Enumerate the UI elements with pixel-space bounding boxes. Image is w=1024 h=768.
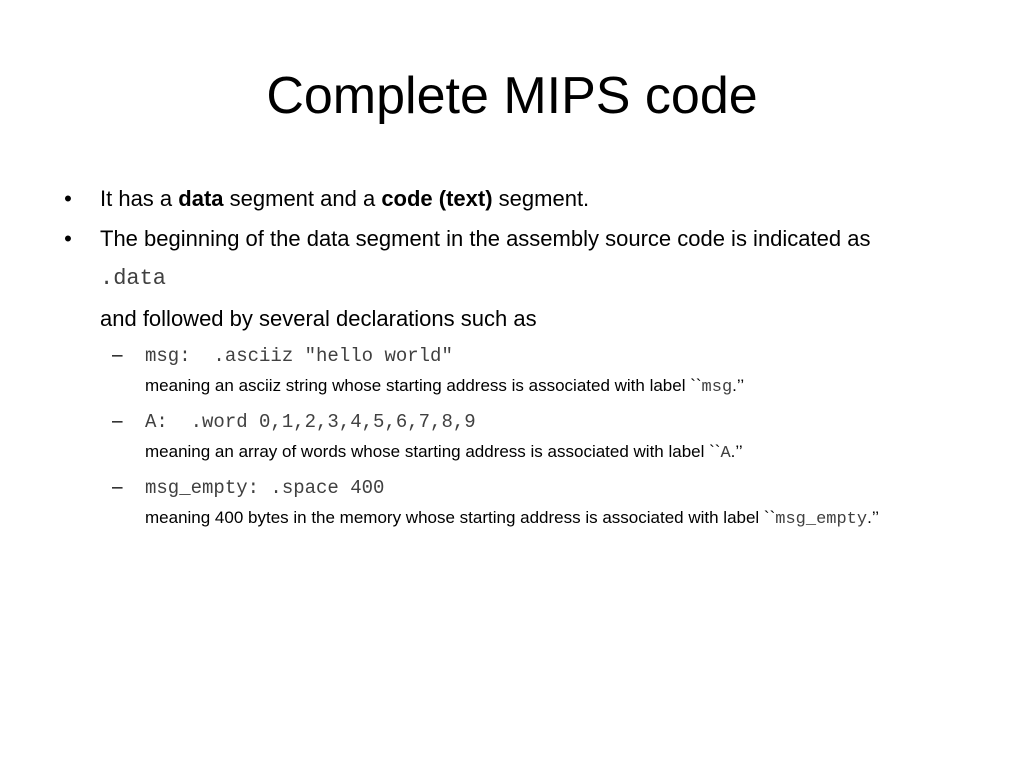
- bullet-item: [58, 222, 958, 256]
- desc-text: meaning an array of words whose starting address is associated with label ``: [145, 442, 721, 461]
- desc-text: .’’: [730, 442, 743, 461]
- dash-marker: –: [112, 477, 123, 498]
- desc-text: .’’: [867, 508, 880, 527]
- bullet-marker: •: [64, 186, 72, 211]
- desc-text: .’’: [732, 376, 745, 395]
- desc-code: msg_empty: [775, 510, 868, 529]
- bullet-text: The beginning of the data segment in the assembly source code is indicated as: [100, 226, 871, 251]
- bold-term-code: code (text): [381, 186, 493, 211]
- data-directive: .data: [100, 266, 167, 291]
- desc-code: msg: [701, 378, 733, 397]
- bullet-marker: •: [64, 226, 72, 251]
- bullet-text-part: segment.: [492, 186, 590, 211]
- bold-term-data: data: [178, 186, 224, 211]
- slide-body: [58, 182, 958, 540]
- slide-title: Complete MIPS code: [266, 67, 758, 125]
- dash-marker: –: [112, 345, 123, 366]
- followed-text: and followed by several declarations such as: [100, 306, 537, 331]
- declaration-item: [58, 474, 958, 502]
- declaration-description: [58, 440, 958, 466]
- declaration-code: msg_empty: .space 400: [145, 477, 385, 499]
- bullet-text-part: It has a: [100, 186, 179, 211]
- bullet-item: [58, 182, 958, 216]
- declaration-code: A: .word 0,1,2,3,4,5,6,7,8,9: [145, 411, 476, 433]
- declaration-item: [58, 408, 958, 436]
- declaration-description: [58, 506, 958, 532]
- bullet-text-part: segment and a: [223, 186, 382, 211]
- dash-marker: –: [112, 411, 123, 432]
- declaration-item: [58, 342, 958, 370]
- desc-text: meaning 400 bytes in the memory whose starting address is associated with label ``: [145, 508, 776, 527]
- declaration-description: [58, 374, 958, 400]
- desc-code: A: [720, 444, 731, 463]
- declaration-code: msg: .asciiz "hello world": [145, 345, 453, 367]
- desc-text: meaning an asciiz string whose starting address is associated with label ``: [145, 376, 702, 395]
